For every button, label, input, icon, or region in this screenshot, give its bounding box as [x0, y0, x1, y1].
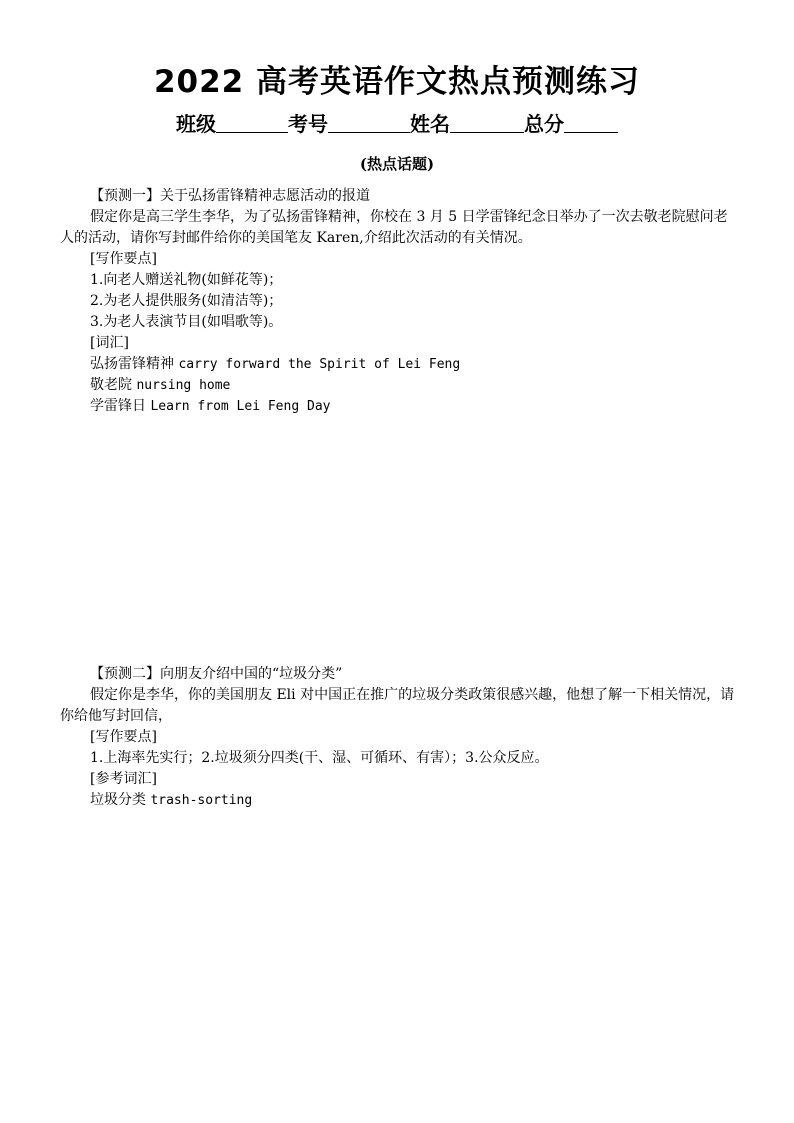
- section-prompt: 假定你是李华，你的美国朋友 Eli 对中国正在推广的垃圾分类政策很感兴趣，他想了解一下相关情况，请你给他写封回信，: [60, 687, 735, 724]
- vocab-item: [60, 396, 740, 417]
- vocab-item: [60, 790, 740, 811]
- vocab-chinese: 敬老院: [90, 377, 132, 393]
- section-prediction-2: [60, 664, 740, 811]
- vocab-item: [60, 375, 740, 396]
- writing-point: 2.为老人提供服务(如清洁等)；: [90, 293, 283, 309]
- vocab-chinese: 弘扬雷锋精神: [90, 356, 174, 372]
- vocab-chinese: 学雷锋日: [90, 398, 146, 414]
- student-info-line: [0, 110, 794, 138]
- vocab-item: [60, 354, 740, 375]
- class-blank[interactable]: [216, 112, 288, 133]
- writing-point: 1.向老人赠送礼物(如鲜花等)；: [90, 272, 283, 288]
- vocab-english: carry forward the Spirit of Lei Feng: [178, 357, 461, 372]
- topic-heading: (热点话题): [359, 155, 435, 173]
- score-label: 总分: [524, 112, 564, 136]
- section-prediction-1: [60, 186, 740, 417]
- writing-points-line: 1.上海率先实行；2.垃圾须分四类(干、湿、可循环、有害）；3.公众反应。: [90, 750, 549, 766]
- score-blank[interactable]: [564, 112, 618, 133]
- vocab-chinese: 垃圾分类: [90, 792, 146, 808]
- document-title: 2022 高考英语作文热点预测练习: [153, 64, 641, 100]
- vocab-english: nursing home: [136, 378, 231, 393]
- vocab-label: [参考词汇]: [90, 771, 157, 787]
- section-heading: 【预测一】关于弘扬雷锋精神志愿活动的报道: [90, 188, 370, 204]
- writing-points-label: [写作要点]: [90, 251, 157, 267]
- section-prompt: 假定你是高三学生李华，为了弘扬雷锋精神，你校在 3 月 5 日学雷锋纪念日举办了一次去敬老院慰问老人的活动，请你写封邮件给你的美国笔友 Karen,介绍此次活动的有关情况。: [60, 209, 728, 246]
- vocab-label: [词汇]: [90, 335, 129, 351]
- section-heading: 【预测二】向朋友介绍中国的“垃圾分类”: [90, 666, 343, 682]
- writing-points-label: [写作要点]: [90, 729, 157, 745]
- exam-number-blank[interactable]: [328, 112, 410, 133]
- name-blank[interactable]: [450, 112, 524, 133]
- writing-point: 3.为老人表演节目(如唱歌等)。: [90, 314, 283, 330]
- class-label: 班级: [176, 112, 216, 136]
- exam-number-label: 考号: [288, 112, 328, 136]
- name-label: 姓名: [410, 112, 450, 136]
- vocab-english: Learn from Lei Feng Day: [150, 399, 331, 414]
- vocab-english: trash-sorting: [150, 793, 253, 808]
